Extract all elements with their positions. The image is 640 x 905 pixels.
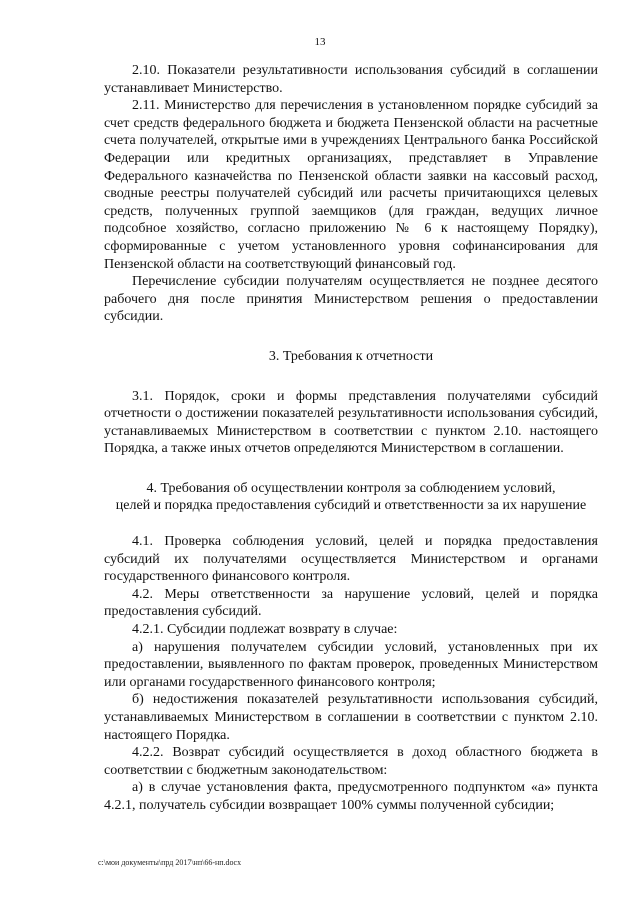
paragraph-4-2-1: 4.2.1. Субсидии подлежат возврату в случае: xyxy=(132,622,398,638)
section-4-heading-line2: целей и порядка предоставления субсидий и ответственности за их нарушение xyxy=(115,498,587,514)
paragraph-transfer: Перечисление субсидии получателям осуществляется не позднее десятого рабочего дня после принятия Министерством решения о предоставлении субсидии. xyxy=(104,274,598,325)
paragraph-2-10: 2.10. Показатели результативности использования субсидий в соглашении устанавливает Министерство. xyxy=(104,63,598,96)
paragraph-4-2: 4.2. Меры ответственности за нарушение условий, целей и порядка предоставления субсидий. xyxy=(104,586,598,620)
section-4-heading-line1: 4. Требования об осуществлении контроля за соблюдением условий, xyxy=(146,480,556,496)
paragraph-4-1: 4.1. Проверка соблюдения условий, целей и порядка предоставления субсидий их получателями осуществляется Министерством и органами государственного финансового контроля. xyxy=(104,534,598,585)
paragraph-3-1: 3.1. Порядок, сроки и формы представления получателями субсидий отчетности о достижении показателей результативности использования субсидий, устанавливаемых Министерством в соответствии с пунктом 2.10. настоящего Порядка, а также иных отчетов определяются Министерством в соглашении. xyxy=(104,388,598,457)
paragraph-4-2-2: 4.2.2. Возврат субсидий осуществляется в доход областного бюджета в соответствии с бюджетным законодательством: xyxy=(104,745,598,778)
document-body xyxy=(104,62,598,815)
paragraph-2-11: 2.11. Министерство для перечисления в установленном порядке субсидий за счет средств федерального бюджета и бюджета Пензенской области на расчетные счета получателей, открытые ими в учреждениях Центрального банка Российской Федерации или кредитных организациях, представляет в Управление Федерального казначейства по Пензенской области заявки на кассовый расход, сводные реестры получателей субсидий или расчеты причитающихся целевых средств, полученных группой заемщиков (для граждан, ведущих личное подсобное хозяйство, согласно приложению № 6 к настоящему Порядку), сформированные с учетом установленного уровня софинансирования для Пензенской области на соответствующий финансовый год. xyxy=(104,98,598,272)
page-number: 13 xyxy=(314,36,326,48)
paragraph-4-2-1-a: а) нарушения получателем субсидии условий, установленных при их предоставлении, выявленного по фактам проверок, проведенных Министерством или органами государственного финансового контроля; xyxy=(104,639,598,690)
paragraph-4-2-2-a: а) в случае установления факта, предусмотренного подпунктом «а» пункта 4.2.1, получатель субсидии возвращает 100% суммы полученной субсидии; xyxy=(104,780,598,813)
footer-file-path: c:\мои документы\прд 2017\нп\66-нп.docx xyxy=(98,858,242,867)
section-3-heading: 3. Требования к отчетности xyxy=(268,348,434,364)
paragraph-4-2-1-b: б) недостижения показателей результативности использования субсидий, устанавливаемых Министерством в соглашении в соответствии с пунктом 2.10. настоящего Порядка. xyxy=(104,692,598,743)
